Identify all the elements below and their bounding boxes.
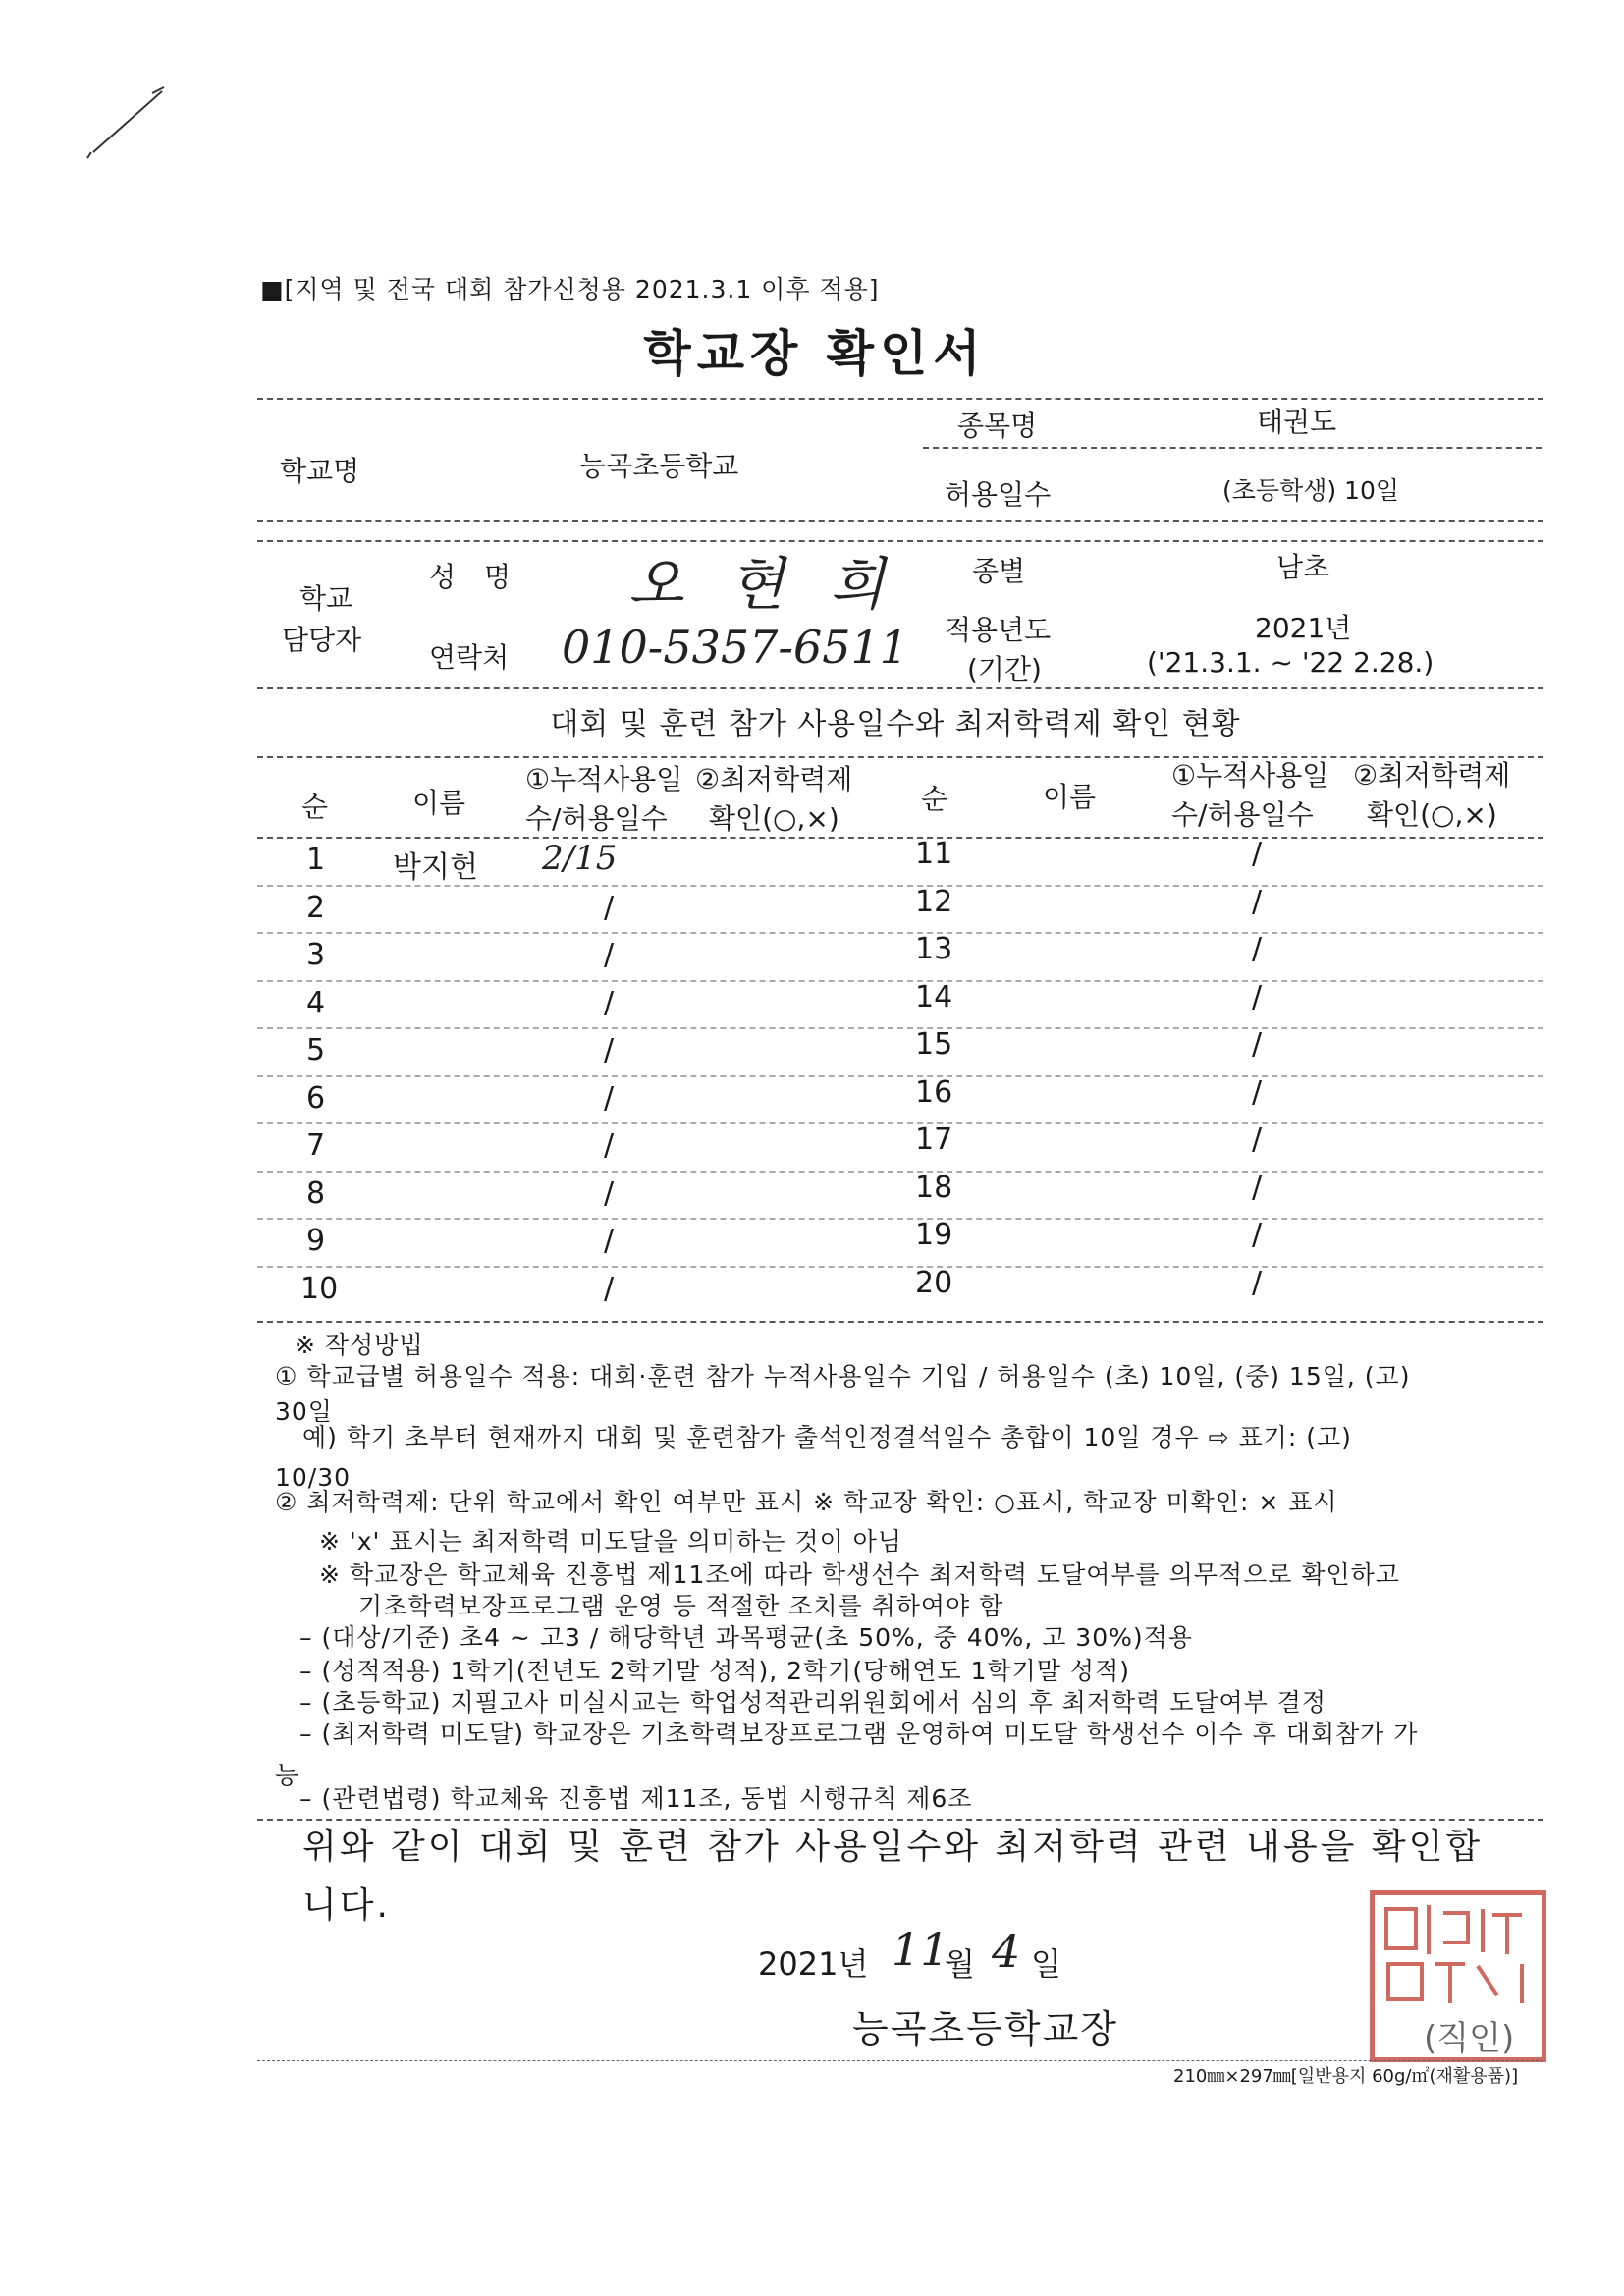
row-divider bbox=[257, 932, 1543, 934]
school-label: 학교명 bbox=[280, 455, 360, 487]
row-divider bbox=[257, 1266, 1543, 1268]
manager-label-1: 학교 bbox=[299, 582, 353, 615]
row-number: 10 bbox=[300, 1271, 339, 1306]
row-divider bbox=[257, 980, 1543, 982]
name-label: 성 명 bbox=[429, 561, 520, 593]
col-name-right: 이름 bbox=[1043, 781, 1097, 813]
note-5: ※ 학교장은 학교체육 진흥법 제11조에 따라 학생선수 최저학력 도달여부를 의무적으로 확인하고 bbox=[319, 1560, 1400, 1589]
row-days: / bbox=[604, 938, 615, 972]
event-label: 종목명 bbox=[957, 410, 1038, 442]
paper-spec: 210㎜×297㎜[일반용지 60g/㎡(재활용품)] bbox=[1173, 2066, 1519, 2087]
year-label: 적용년도 bbox=[945, 614, 1052, 646]
row-days: / bbox=[1252, 837, 1263, 871]
row-days: / bbox=[1252, 1170, 1263, 1205]
row-days: / bbox=[1252, 1074, 1263, 1110]
row-number: 18 bbox=[915, 1170, 953, 1205]
note-9b: 능 bbox=[275, 1761, 300, 1789]
row-days: / bbox=[604, 890, 615, 925]
col-name: 이름 bbox=[412, 787, 466, 819]
row-number: 4 bbox=[306, 985, 326, 1020]
note-5b: 기초학력보장프로그램 운영 등 적절한 조치를 취하여야 함 bbox=[358, 1592, 1004, 1620]
year-period: ('21.3.1. ~ '22 2.28.) bbox=[1147, 646, 1435, 679]
row-number: 7 bbox=[306, 1128, 326, 1163]
note-heading: ※ 작성방법 bbox=[295, 1331, 424, 1359]
row-days: / bbox=[604, 1175, 615, 1211]
row-number: 20 bbox=[915, 1265, 953, 1300]
row-days: / bbox=[604, 1224, 615, 1258]
col-days-2: 수/허용일수 bbox=[525, 802, 668, 835]
seal-label: (직인) bbox=[1424, 2019, 1515, 2058]
pen-mark bbox=[83, 83, 172, 162]
col-days-2-right: 수/허용일수 bbox=[1171, 798, 1314, 831]
month-label: 월 bbox=[945, 1945, 975, 1983]
section-title: 대회 및 훈련 참가 사용일수와 최저학력제 확인 현황 bbox=[550, 707, 1241, 741]
name-value: 오 현 희 bbox=[628, 551, 898, 618]
contact-value: 010-5357-6511 bbox=[562, 621, 909, 674]
row-days: / bbox=[1252, 1218, 1263, 1252]
allow-label: 허용일수 bbox=[945, 478, 1052, 511]
date-year: 2021년 bbox=[758, 1945, 869, 1983]
row-days: / bbox=[1252, 1122, 1263, 1157]
year-label-2: (기간) bbox=[967, 653, 1042, 685]
row-number: 13 bbox=[915, 932, 953, 966]
row-number: 16 bbox=[915, 1074, 953, 1110]
row-name: 박지헌 bbox=[393, 850, 478, 885]
contact-label: 연락처 bbox=[429, 641, 510, 674]
confirm-line-1: 위와 같이 대회 및 훈련 참가 사용일수와 최저학력 관련 내용을 확인합 bbox=[302, 1827, 1484, 1867]
row-days: / bbox=[604, 1128, 615, 1163]
note-3: ② 최저학력제: 단위 학교에서 확인 여부만 표시 ※ 학교장 확인: ○표시, 학교장 미확인: × 표시 bbox=[275, 1488, 1338, 1516]
official-seal bbox=[1370, 1890, 1546, 2062]
row-number: 19 bbox=[915, 1218, 953, 1252]
row-days: / bbox=[1252, 932, 1263, 966]
row-days: / bbox=[1252, 1027, 1263, 1062]
day-label: 일 bbox=[1031, 1945, 1061, 1983]
note-10: – (관련법령) 학교체육 진흥법 제11조, 동법 시행규칙 제6조 bbox=[299, 1784, 973, 1813]
row-days: 2/15 bbox=[542, 839, 618, 878]
row-days: / bbox=[1252, 884, 1263, 919]
note-2: 예) 학기 초부터 현재까지 대회 및 훈련참가 출석인정결석일수 총합이 10일 경우 ⇨ 표기: (고) bbox=[302, 1423, 1352, 1451]
row-divider bbox=[257, 1122, 1543, 1124]
row-number: 1 bbox=[306, 843, 326, 877]
row-days: / bbox=[604, 985, 615, 1020]
confirm-line-2: 니다. bbox=[302, 1886, 391, 1926]
school-value: 능곡초등학교 bbox=[579, 450, 739, 482]
row-number: 6 bbox=[306, 1080, 326, 1116]
col-check-2-right: 확인(○,×) bbox=[1367, 798, 1497, 831]
row-days: / bbox=[604, 1033, 615, 1067]
col-days-1-right: ①누적사용일 bbox=[1171, 759, 1329, 792]
row-number: 5 bbox=[306, 1033, 326, 1067]
note-2b: 10/30 bbox=[275, 1463, 352, 1492]
row-days: / bbox=[1252, 1265, 1263, 1300]
note-8: – (초등학교) 지필고사 미실시교는 학업성적관리위원회에서 심의 후 최저학력 도달여부 결정 bbox=[299, 1688, 1327, 1717]
col-days-1: ①누적사용일 bbox=[525, 763, 683, 795]
row-days: / bbox=[604, 1080, 615, 1116]
row-divider bbox=[257, 885, 1543, 887]
row-number: 14 bbox=[915, 979, 953, 1014]
note-7: – (성적적용) 1학기(전년도 2학기말 성적), 2학기(당해연도 1학기말 성적) bbox=[299, 1657, 1130, 1685]
page-title: 학교장 확인서 bbox=[643, 325, 987, 382]
row-number: 8 bbox=[306, 1175, 326, 1211]
gender-value: 남초 bbox=[1276, 551, 1330, 583]
year-value: 2021년 bbox=[1255, 612, 1352, 644]
form-label: ■[지역 및 전국 대회 참가신청용 2021.3.1 이후 적용] bbox=[260, 275, 880, 303]
date-day: 4 bbox=[992, 1925, 1021, 1978]
row-number: 11 bbox=[915, 837, 953, 871]
col-no: 순 bbox=[301, 791, 329, 823]
col-check-2: 확인(○,×) bbox=[709, 802, 839, 835]
col-check-1: ②최저학력제 bbox=[695, 763, 853, 795]
note-1: ① 학교급별 허용일수 적용: 대회·훈련 참가 누적사용일수 기입 / 허용일수 (초) 10일, (중) 15일, (고) bbox=[275, 1362, 1411, 1391]
row-number: 15 bbox=[915, 1027, 953, 1062]
note-1b: 30일 bbox=[275, 1397, 333, 1426]
row-number: 17 bbox=[915, 1122, 953, 1157]
row-number: 2 bbox=[306, 890, 326, 925]
event-value: 태권도 bbox=[1257, 406, 1337, 438]
row-divider bbox=[257, 1171, 1543, 1173]
col-no-right: 순 bbox=[921, 783, 948, 815]
row-divider bbox=[257, 1075, 1543, 1077]
row-divider bbox=[257, 1218, 1543, 1220]
note-4: ※ 'x' 표시는 최저학력 미도달을 의미하는 것이 아님 bbox=[319, 1527, 902, 1556]
gender-label: 종별 bbox=[972, 555, 1026, 587]
date-month: 11 bbox=[892, 1923, 949, 1976]
manager-label-2: 담당자 bbox=[282, 624, 362, 656]
col-check-1-right: ②최저학력제 bbox=[1353, 759, 1511, 792]
row-number: 9 bbox=[306, 1224, 326, 1258]
row-divider bbox=[257, 1027, 1543, 1029]
row-number: 3 bbox=[306, 938, 326, 972]
principal-name: 능곡초등학교장 bbox=[852, 2007, 1118, 2050]
row-days: / bbox=[604, 1271, 615, 1306]
note-6: – (대상/기준) 초4 ~ 고3 / 해당학년 과목평균(초 50%, 중 40%, 고 30%)적용 bbox=[299, 1623, 1193, 1652]
row-number: 12 bbox=[915, 884, 953, 919]
note-9: – (최저학력 미도달) 학교장은 기초학력보장프로그램 운영하여 미도달 학생선수 이수 후 대회참가 가 bbox=[299, 1720, 1419, 1748]
row-days: / bbox=[1252, 979, 1263, 1014]
allow-value: (초등학생) 10일 bbox=[1222, 476, 1400, 505]
